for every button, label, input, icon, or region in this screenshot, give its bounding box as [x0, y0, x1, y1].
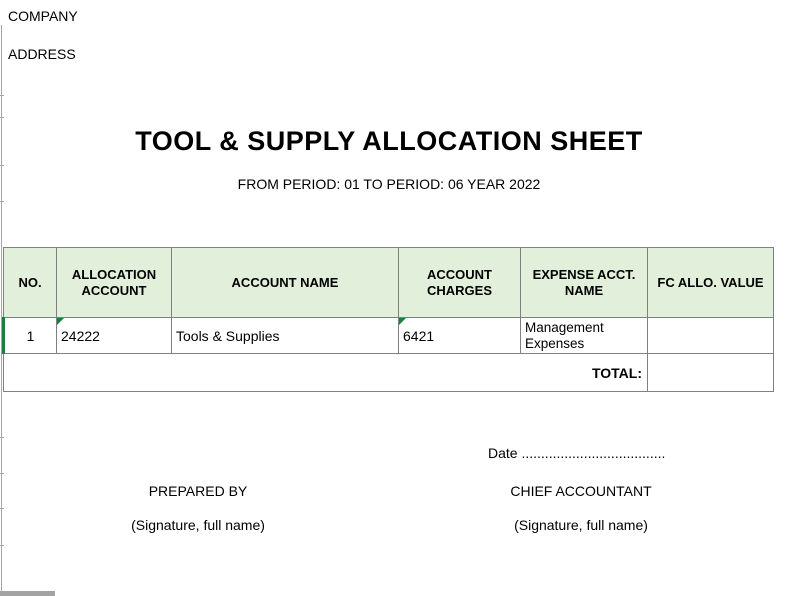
- row-gridline-tick: [0, 508, 4, 509]
- table-header-row: [4, 248, 774, 318]
- cell-allocation-account[interactable]: [57, 318, 172, 354]
- header-cell-account-charges[interactable]: ACCOUNT CHARGES: [399, 248, 521, 318]
- header-cell-fc-allo-value[interactable]: FC ALLO. VALUE: [648, 248, 774, 318]
- cell-account-name[interactable]: Tools & Supplies: [172, 318, 399, 354]
- signature-hint-right: (Signature, full name): [514, 517, 648, 533]
- scrollbar-fragment[interactable]: [0, 591, 55, 596]
- cell-expense-acct-name[interactable]: Management Expenses: [521, 318, 648, 354]
- row-gridline-tick: [0, 117, 4, 118]
- row-gridline-tick: [0, 201, 4, 202]
- header-cell-account-name[interactable]: ACCOUNT NAME: [172, 248, 399, 318]
- chief-accountant-label: CHIEF ACCOUNTANT: [510, 483, 652, 499]
- header-cell-allocation-account[interactable]: ALLOCATION ACCOUNT: [57, 248, 172, 318]
- total-label-cell[interactable]: TOTAL:: [4, 354, 648, 392]
- table-row: [4, 318, 774, 354]
- account-charges-value: 6421: [403, 327, 435, 344]
- row-gridline-tick: [0, 473, 4, 474]
- row-gridline-tick: [0, 545, 4, 546]
- total-value-cell[interactable]: [648, 354, 774, 392]
- date-line: Date .....................................: [488, 445, 666, 461]
- prepared-by-label: PREPARED BY: [148, 483, 248, 499]
- header-cell-expense-acct-name[interactable]: EXPENSE ACCT. NAME: [521, 248, 648, 318]
- cell-error-triangle-icon: [399, 318, 406, 325]
- row-gridline-tick: [0, 165, 4, 166]
- total-row: [4, 354, 774, 392]
- cell-error-triangle-icon: [57, 318, 64, 325]
- company-label: COMPANY: [8, 8, 78, 24]
- cell-account-charges[interactable]: [399, 318, 521, 354]
- document-title: TOOL & SUPPLY ALLOCATION SHEET: [135, 126, 643, 156]
- signature-hint-left: (Signature, full name): [131, 517, 265, 533]
- address-label: ADDRESS: [8, 46, 76, 62]
- allocation-table: [2, 247, 774, 392]
- period-subtitle: FROM PERIOD: 01 TO PERIOD: 06 YEAR 2022: [237, 176, 541, 192]
- header-cell-no[interactable]: NO.: [4, 248, 57, 318]
- cell-fc-allo-value[interactable]: [648, 318, 774, 354]
- row-gridline-tick: [0, 95, 4, 96]
- cell-no[interactable]: 1: [4, 318, 57, 354]
- allocation-account-value: 24222: [61, 327, 100, 344]
- row-gridline-tick: [0, 437, 4, 438]
